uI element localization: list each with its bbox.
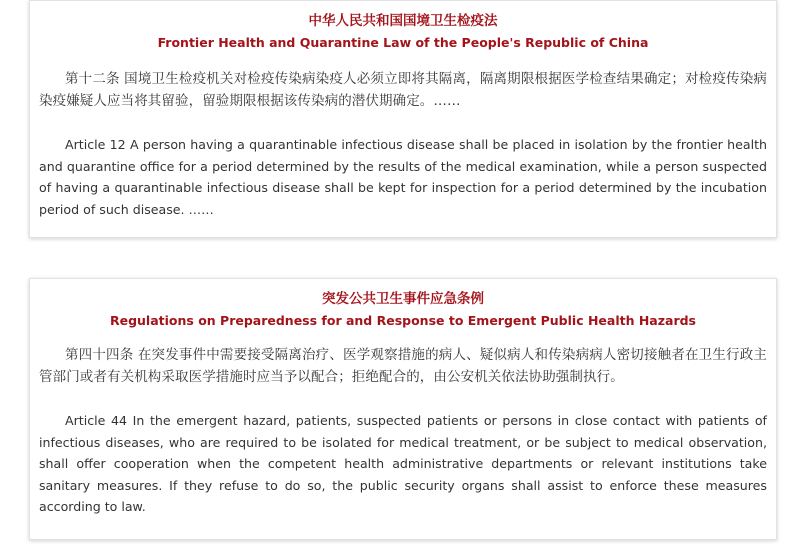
- article-text-zh: 第四十四条 在突发事件中需要接受隔离治疗、医学观察措施的病人、疑似病人和传染病病人密切接触者在卫生行政主管部门或者有关机构采取医学措施时应当予以配合；拒绝配合的，由公安机关依法协助强制执行。: [39, 347, 767, 385]
- section-title-en: Regulations on Preparedness for and Response to Emergent Public Health Hazards: [109, 313, 696, 328]
- article-text-en: Article 44 In the emergent hazard, patients, suspected patients or persons in close contact with patients of infectious diseases, who are required to be isolated for medical treatment, or be subject to medical observation, shall offer cooperation when the competent health administrative departments or relevant institutions take sanitary measures. If they refuse to do so, the public security organs shall assist to enforce these measures according to law.: [39, 413, 767, 514]
- section-title-en: Frontier Health and Quarantine Law of the People's Republic of China: [157, 35, 649, 50]
- law-card-frontier-health: [29, 0, 777, 238]
- article-text-en: Article 12 A person having a quarantinable infectious disease shall be placed in isolation by the frontier health and quarantine office for a period determined by the results of the medical examination, while a person suspected of having a quarantinable infectious disease shall be kept for inspection for a period determined by the incubation period of such disease. ……: [39, 137, 767, 217]
- section-title-zh: 中华人民共和国国境卫生检疫法: [308, 13, 498, 29]
- law-card-emergent-public-health: [29, 278, 777, 540]
- section-title-zh: 突发公共卫生事件应急条例: [322, 291, 484, 307]
- article-text-zh: 第十二条 国境卫生检疫机关对检疫传染病染疫人必须立即将其隔离，隔离期限根据医学检查结果确定；对检疫传染病染疫嫌疑人应当将其留验，留验期限根据该传染病的潜伏期确定。……: [39, 71, 767, 109]
